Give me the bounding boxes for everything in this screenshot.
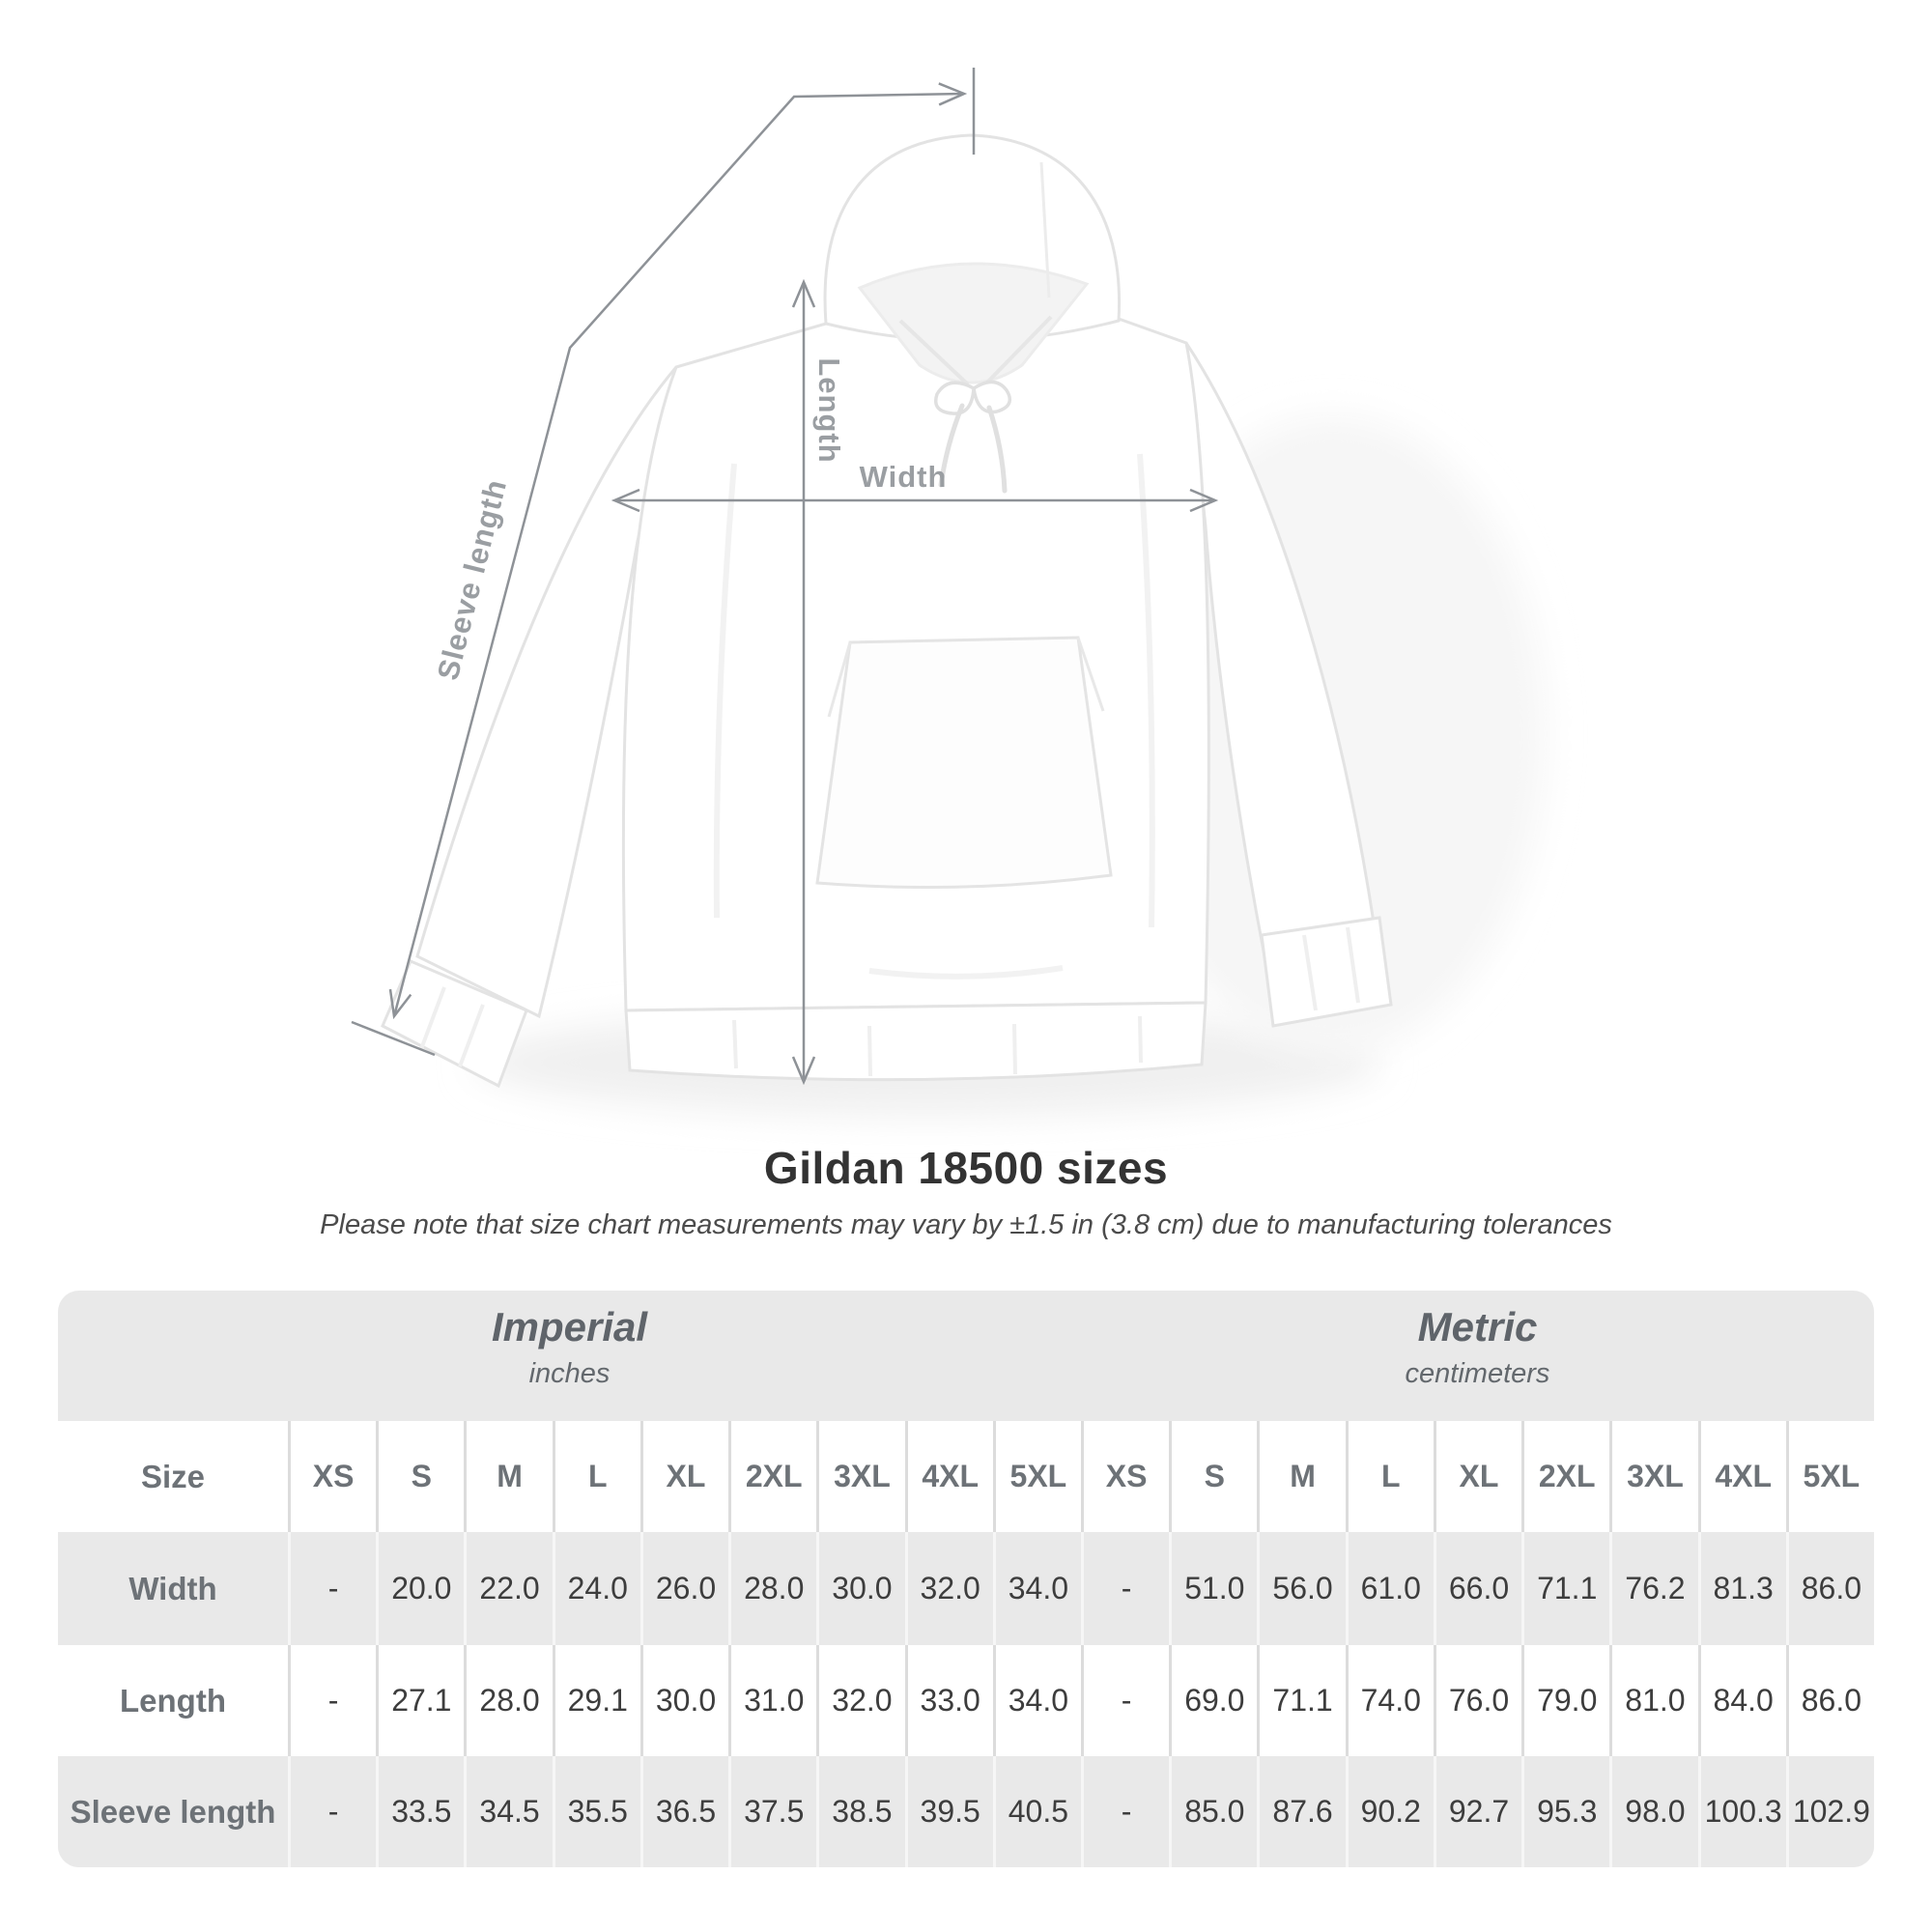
size-col-metric-xl: XL (1434, 1421, 1521, 1532)
width-imperial-3xl: 30.0 (816, 1532, 904, 1645)
table-row-length (58, 1645, 1874, 1756)
imperial-header (58, 1291, 1081, 1421)
length-label: Length (812, 357, 846, 464)
length-imperial-5xl: 34.0 (993, 1645, 1081, 1756)
length-metric-3xl: 81.0 (1609, 1645, 1697, 1756)
metric-subtitle: centimeters (1405, 1358, 1550, 1389)
page-subtitle: Please note that size chart measurements may vary by ±1.5 in (3.8 cm) due to manufacturing tolerances (320, 1209, 1612, 1240)
width-imperial-l: 24.0 (553, 1532, 640, 1645)
sleeve-metric-4xl: 100.3 (1698, 1756, 1786, 1867)
size-col-imperial-l: L (553, 1421, 640, 1532)
table-row-sleeve-length (58, 1756, 1874, 1867)
length-metric-2xl: 79.0 (1521, 1645, 1609, 1756)
length-metric-xs: - (1081, 1645, 1169, 1756)
size-col-imperial-4xl: 4XL (905, 1421, 993, 1532)
sleeve-imperial-2xl: 37.5 (728, 1756, 816, 1867)
width-label: Width (859, 460, 948, 494)
sleeve-metric-m: 87.6 (1257, 1756, 1345, 1867)
length-metric-s: 69.0 (1169, 1645, 1257, 1756)
sleeve-imperial-3xl: 38.5 (816, 1756, 904, 1867)
length-imperial-l: 29.1 (553, 1645, 640, 1756)
sleeve-metric-2xl: 95.3 (1521, 1756, 1609, 1867)
size-col-imperial-s: S (376, 1421, 464, 1532)
size-col-metric-xs: XS (1081, 1421, 1169, 1532)
sleeve-imperial-xl: 36.5 (640, 1756, 728, 1867)
sleeve-length-label: Sleeve length (430, 475, 514, 684)
row-label-length: Length (58, 1645, 288, 1756)
length-metric-m: 71.1 (1257, 1645, 1345, 1756)
sleeve-metric-xl: 92.7 (1434, 1756, 1521, 1867)
width-metric-l: 61.0 (1346, 1532, 1434, 1645)
kangaroo-pocket (817, 638, 1111, 888)
length-metric-l: 74.0 (1346, 1645, 1434, 1756)
size-col-metric-4xl: 4XL (1698, 1421, 1786, 1532)
length-metric-4xl: 84.0 (1698, 1645, 1786, 1756)
length-imperial-3xl: 32.0 (816, 1645, 904, 1756)
metric-header (1081, 1291, 1874, 1421)
metric-title: Metric (1417, 1304, 1538, 1350)
width-metric-5xl: 86.0 (1786, 1532, 1874, 1645)
size-chart-table (58, 1291, 1874, 1867)
width-metric-2xl: 71.1 (1521, 1532, 1609, 1645)
sleeve-metric-l: 90.2 (1346, 1756, 1434, 1867)
size-col-metric-5xl: 5XL (1786, 1421, 1874, 1532)
length-imperial-xl: 30.0 (640, 1645, 728, 1756)
sleeve-metric-s: 85.0 (1169, 1756, 1257, 1867)
size-col-imperial-xl: XL (640, 1421, 728, 1532)
length-imperial-2xl: 31.0 (728, 1645, 816, 1756)
imperial-title: Imperial (491, 1304, 648, 1350)
length-metric-5xl: 86.0 (1786, 1645, 1874, 1756)
size-col-metric-2xl: 2XL (1521, 1421, 1609, 1532)
size-col-metric-l: L (1346, 1421, 1434, 1532)
width-metric-xl: 66.0 (1434, 1532, 1521, 1645)
width-imperial-2xl: 28.0 (728, 1532, 816, 1645)
size-header-label: Size (58, 1421, 288, 1532)
sleeve-metric-3xl: 98.0 (1609, 1756, 1697, 1867)
length-imperial-s: 27.1 (376, 1645, 464, 1756)
width-metric-4xl: 81.3 (1698, 1532, 1786, 1645)
table-row-width (58, 1532, 1874, 1645)
sleeve-imperial-m: 34.5 (464, 1756, 552, 1867)
width-imperial-m: 22.0 (464, 1532, 552, 1645)
row-label-width: Width (58, 1532, 288, 1645)
sleeve-imperial-xs: - (288, 1756, 376, 1867)
size-col-imperial-5xl: 5XL (993, 1421, 1081, 1532)
size-col-imperial-2xl: 2XL (728, 1421, 816, 1532)
sleeve-imperial-5xl: 40.5 (993, 1756, 1081, 1867)
sleeve-imperial-s: 33.5 (376, 1756, 464, 1867)
size-col-imperial-m: M (464, 1421, 552, 1532)
width-metric-3xl: 76.2 (1609, 1532, 1697, 1645)
row-label-sleeve-length: Sleeve length (58, 1756, 288, 1867)
width-metric-xs: - (1081, 1532, 1169, 1645)
size-col-metric-m: M (1257, 1421, 1345, 1532)
width-imperial-xs: - (288, 1532, 376, 1645)
width-imperial-xl: 26.0 (640, 1532, 728, 1645)
sleeve-metric-5xl: 102.9 (1786, 1756, 1874, 1867)
width-imperial-4xl: 32.0 (905, 1532, 993, 1645)
size-col-metric-s: S (1169, 1421, 1257, 1532)
length-metric-xl: 76.0 (1434, 1645, 1521, 1756)
sleeve-imperial-4xl: 39.5 (905, 1756, 993, 1867)
hoodie-hem (626, 1003, 1206, 1080)
length-imperial-m: 28.0 (464, 1645, 552, 1756)
imperial-subtitle: inches (528, 1358, 611, 1389)
page-title: Gildan 18500 sizes (763, 1143, 1169, 1193)
size-col-imperial-3xl: 3XL (816, 1421, 904, 1532)
sleeve-metric-xs: - (1081, 1756, 1169, 1867)
length-imperial-4xl: 33.0 (905, 1645, 993, 1756)
length-imperial-xs: - (288, 1645, 376, 1756)
width-metric-m: 56.0 (1257, 1532, 1345, 1645)
width-imperial-5xl: 34.0 (993, 1532, 1081, 1645)
width-metric-s: 51.0 (1169, 1532, 1257, 1645)
unit-header-band (58, 1291, 1874, 1421)
size-col-imperial-xs: XS (288, 1421, 376, 1532)
size-header-row (58, 1421, 1874, 1532)
sleeve-imperial-l: 35.5 (553, 1756, 640, 1867)
size-col-metric-3xl: 3XL (1609, 1421, 1697, 1532)
width-imperial-s: 20.0 (376, 1532, 464, 1645)
